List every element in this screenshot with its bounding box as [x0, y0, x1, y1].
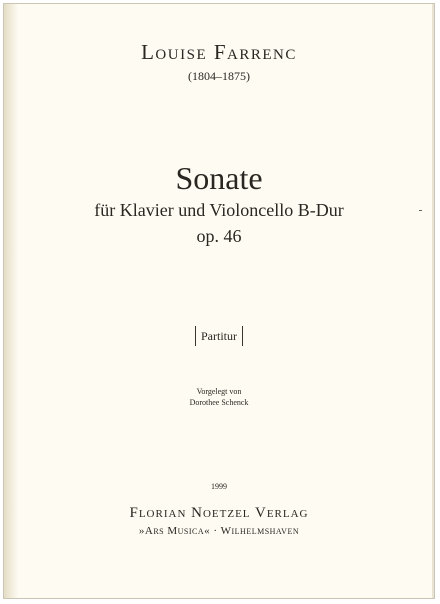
composer-dates: (1804–1875) [188, 69, 250, 83]
edition-type-box [4, 326, 434, 346]
publication-year: 1999 [211, 482, 227, 491]
work-subtitle: für Klavier und Violoncello B-Dur [94, 200, 344, 220]
editor-credit-label: Vorgelegt von [196, 387, 242, 396]
publisher-imprint: »Ars Musica« · Wilhelmshaven [138, 525, 300, 537]
work-title: Sonate [175, 160, 263, 196]
paper-mark [419, 210, 422, 211]
editor-name: Dorothee Schenck [189, 398, 249, 407]
publisher-name: Florian Noetzel Verlag [129, 505, 309, 521]
opus-number: op. 46 [196, 226, 242, 246]
composer-name: Louise Farrenc [141, 40, 297, 64]
edition-type-label: Partitur [195, 326, 243, 346]
score-title-page [3, 3, 435, 599]
